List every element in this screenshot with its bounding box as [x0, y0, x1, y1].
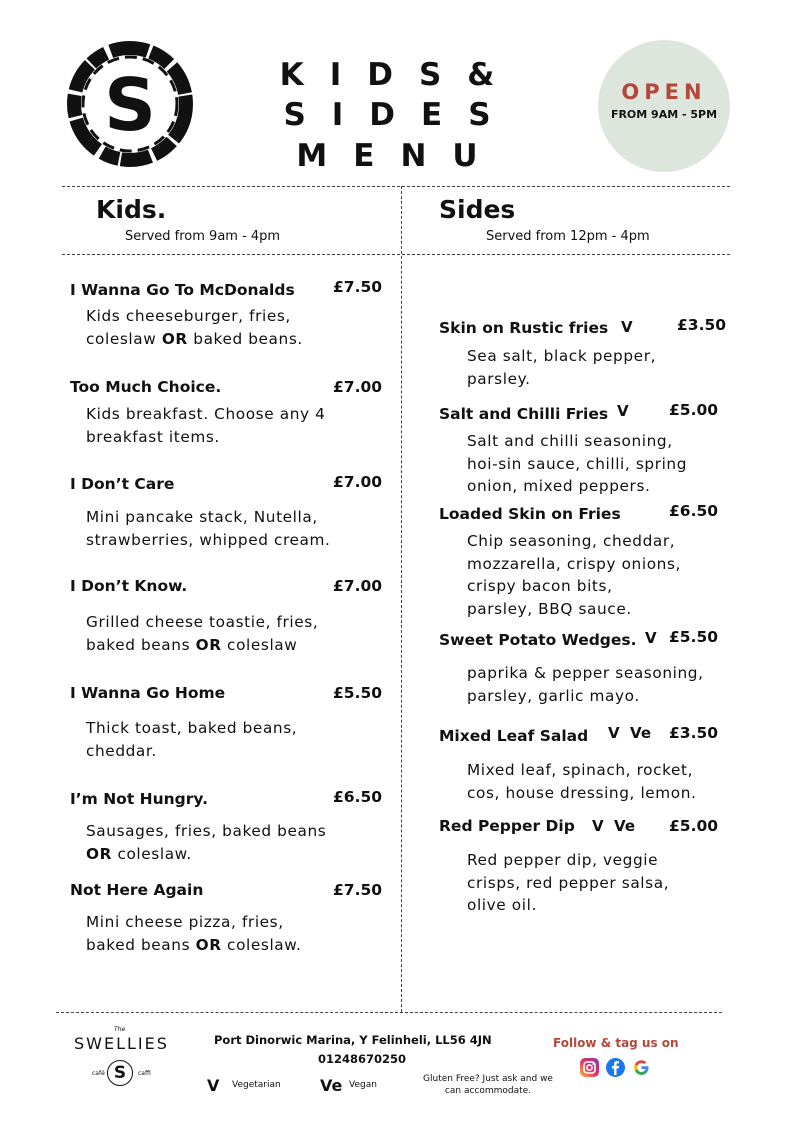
item-description	[86, 403, 325, 448]
desc-line: Mini pancake stack, Nutella,	[86, 508, 318, 526]
item-price: £6.50	[333, 788, 383, 806]
desc-line: Kids cheeseburger, fries,	[86, 307, 291, 325]
facebook-icon[interactable]	[606, 1058, 625, 1077]
desc-line: crispy bacon bits,	[467, 577, 613, 595]
dietary-tags: V	[621, 318, 633, 336]
desc-line: olive oil.	[467, 896, 537, 914]
desc-line: onion, mixed peppers.	[467, 477, 651, 495]
key-ve: Ve	[320, 1076, 343, 1095]
title-line-3: MENU	[296, 138, 504, 174]
address: Port Dinorwic Marina, Y Felinheli, LL56 4JN	[214, 1033, 492, 1047]
dietary-tags: V	[617, 402, 629, 420]
item-name: I Wanna Go Home	[70, 684, 226, 702]
item-name: Salt and Chilli Fries	[439, 405, 609, 423]
desc-line: OR coleslaw.	[86, 844, 192, 863]
item-description	[86, 506, 331, 551]
open-hours: FROM 9AM - 5PM	[610, 108, 718, 121]
open-badge	[598, 40, 730, 172]
item-name: I Don’t Care	[70, 475, 175, 493]
title-line-2: SIDES	[283, 97, 517, 133]
desc-line: Sea salt, black pepper,	[467, 347, 657, 365]
item-price: £6.50	[669, 502, 719, 520]
desc-line: strawberries, whipped cream.	[86, 530, 331, 549]
item-name: Loaded Skin on Fries	[439, 505, 621, 523]
item-price: £3.50	[669, 724, 719, 742]
item-description	[86, 611, 318, 656]
desc-line: paprika & pepper seasoning,	[467, 664, 704, 682]
column-divider	[401, 186, 402, 1012]
item-name: I Don’t Know.	[70, 577, 188, 595]
item-price: £7.00	[333, 378, 383, 396]
item-description	[86, 911, 301, 956]
desc-line: cheddar.	[86, 741, 157, 760]
logo-letter: S	[104, 63, 156, 147]
desc-line: parsley, garlic mayo.	[467, 686, 640, 705]
brand-the: The	[114, 1026, 126, 1033]
desc-line: Kids breakfast. Choose any 4	[86, 405, 326, 423]
header-divider	[62, 186, 730, 187]
sides-title: Sides	[439, 195, 516, 224]
item-name: Skin on Rustic fries	[439, 319, 609, 337]
dietary-tags: V	[645, 629, 657, 647]
item-description	[467, 759, 697, 804]
item-name: Red Pepper Dip	[439, 817, 575, 835]
brand-caffi: caffi	[138, 1070, 151, 1077]
item-price: £5.50	[669, 628, 719, 646]
desc-line: cos, house dressing, lemon.	[467, 783, 697, 802]
desc-line: Sausages, fries, baked beans	[86, 822, 327, 840]
item-description	[467, 430, 687, 498]
item-price: £5.00	[669, 817, 719, 835]
item-name: Sweet Potato Wedges.	[439, 631, 637, 649]
dietary-tags: V Ve	[592, 817, 636, 835]
footer-divider	[56, 1012, 722, 1013]
desc-line: Grilled cheese toastie, fries,	[86, 613, 319, 631]
item-price: £7.50	[333, 278, 383, 296]
item-name: Mixed Leaf Salad	[439, 727, 589, 745]
desc-line: parsley, BBQ sauce.	[467, 599, 632, 618]
item-name: Not Here Again	[70, 881, 204, 899]
brand-name: SWELLIES	[74, 1034, 169, 1053]
desc-line: Thick toast, baked beans,	[86, 719, 298, 737]
phone: 01248670250	[318, 1052, 407, 1066]
brand-cafe: café	[92, 1070, 105, 1077]
item-description	[86, 820, 326, 865]
item-price: £3.50	[677, 316, 727, 334]
item-description	[467, 530, 681, 620]
item-name: I’m Not Hungry.	[70, 790, 208, 808]
follow-text: Follow & tag us on	[553, 1036, 679, 1050]
swellies-logo	[70, 1026, 170, 1090]
brand-mark: S	[107, 1060, 133, 1086]
desc-line: Mini cheese pizza, fries,	[86, 913, 284, 931]
gluten-line: Gluten Free? Just ask and we	[423, 1074, 553, 1084]
item-description	[467, 849, 669, 917]
item-name: Too Much Choice.	[70, 378, 222, 396]
desc-line: crisps, red pepper salsa,	[467, 873, 670, 892]
open-label: OPEN	[621, 80, 707, 104]
key-v: V	[207, 1076, 220, 1095]
item-description	[86, 305, 303, 350]
title-line-1: KIDS&	[279, 57, 521, 93]
desc-line: Red pepper dip, veggie	[467, 851, 659, 869]
item-description	[86, 717, 297, 762]
desc-line: mozzarella, crispy onions,	[467, 554, 681, 573]
desc-line: breakfast items.	[86, 427, 220, 446]
item-price: £7.00	[333, 473, 383, 491]
instagram-icon[interactable]	[580, 1058, 599, 1077]
gluten-free-note	[410, 1073, 566, 1097]
item-name: I Wanna Go To McDonalds	[70, 281, 295, 299]
google-icon[interactable]	[632, 1058, 651, 1077]
desc-line: hoi-sin sauce, chilli, spring	[467, 454, 688, 473]
item-price: £5.00	[669, 401, 719, 419]
gluten-line: can accommodate.	[444, 1086, 532, 1096]
item-description	[467, 662, 704, 707]
kids-served: Served from 9am - 4pm	[125, 229, 281, 244]
brand-logo	[64, 38, 196, 170]
key-ve-label: Vegan	[349, 1080, 377, 1090]
item-price: £5.50	[333, 684, 383, 702]
desc-line: coleslaw OR baked beans.	[86, 329, 303, 348]
desc-line: Salt and chilli seasoning,	[467, 432, 673, 450]
desc-line: baked beans OR coleslaw	[86, 635, 298, 654]
desc-line: baked beans OR coleslaw.	[86, 935, 302, 954]
kids-title: Kids.	[96, 195, 167, 224]
dietary-tags: V Ve	[608, 724, 652, 742]
item-description	[467, 345, 656, 390]
desc-line: Chip seasoning, cheddar,	[467, 532, 676, 550]
item-price: £7.00	[333, 577, 383, 595]
desc-line: parsley.	[467, 369, 531, 388]
desc-line: Mixed leaf, spinach, rocket,	[467, 761, 694, 779]
item-price: £7.50	[333, 881, 383, 899]
section-title-divider	[62, 254, 730, 255]
sides-served: Served from 12pm - 4pm	[486, 229, 650, 244]
key-v-label: Vegetarian	[232, 1080, 281, 1090]
